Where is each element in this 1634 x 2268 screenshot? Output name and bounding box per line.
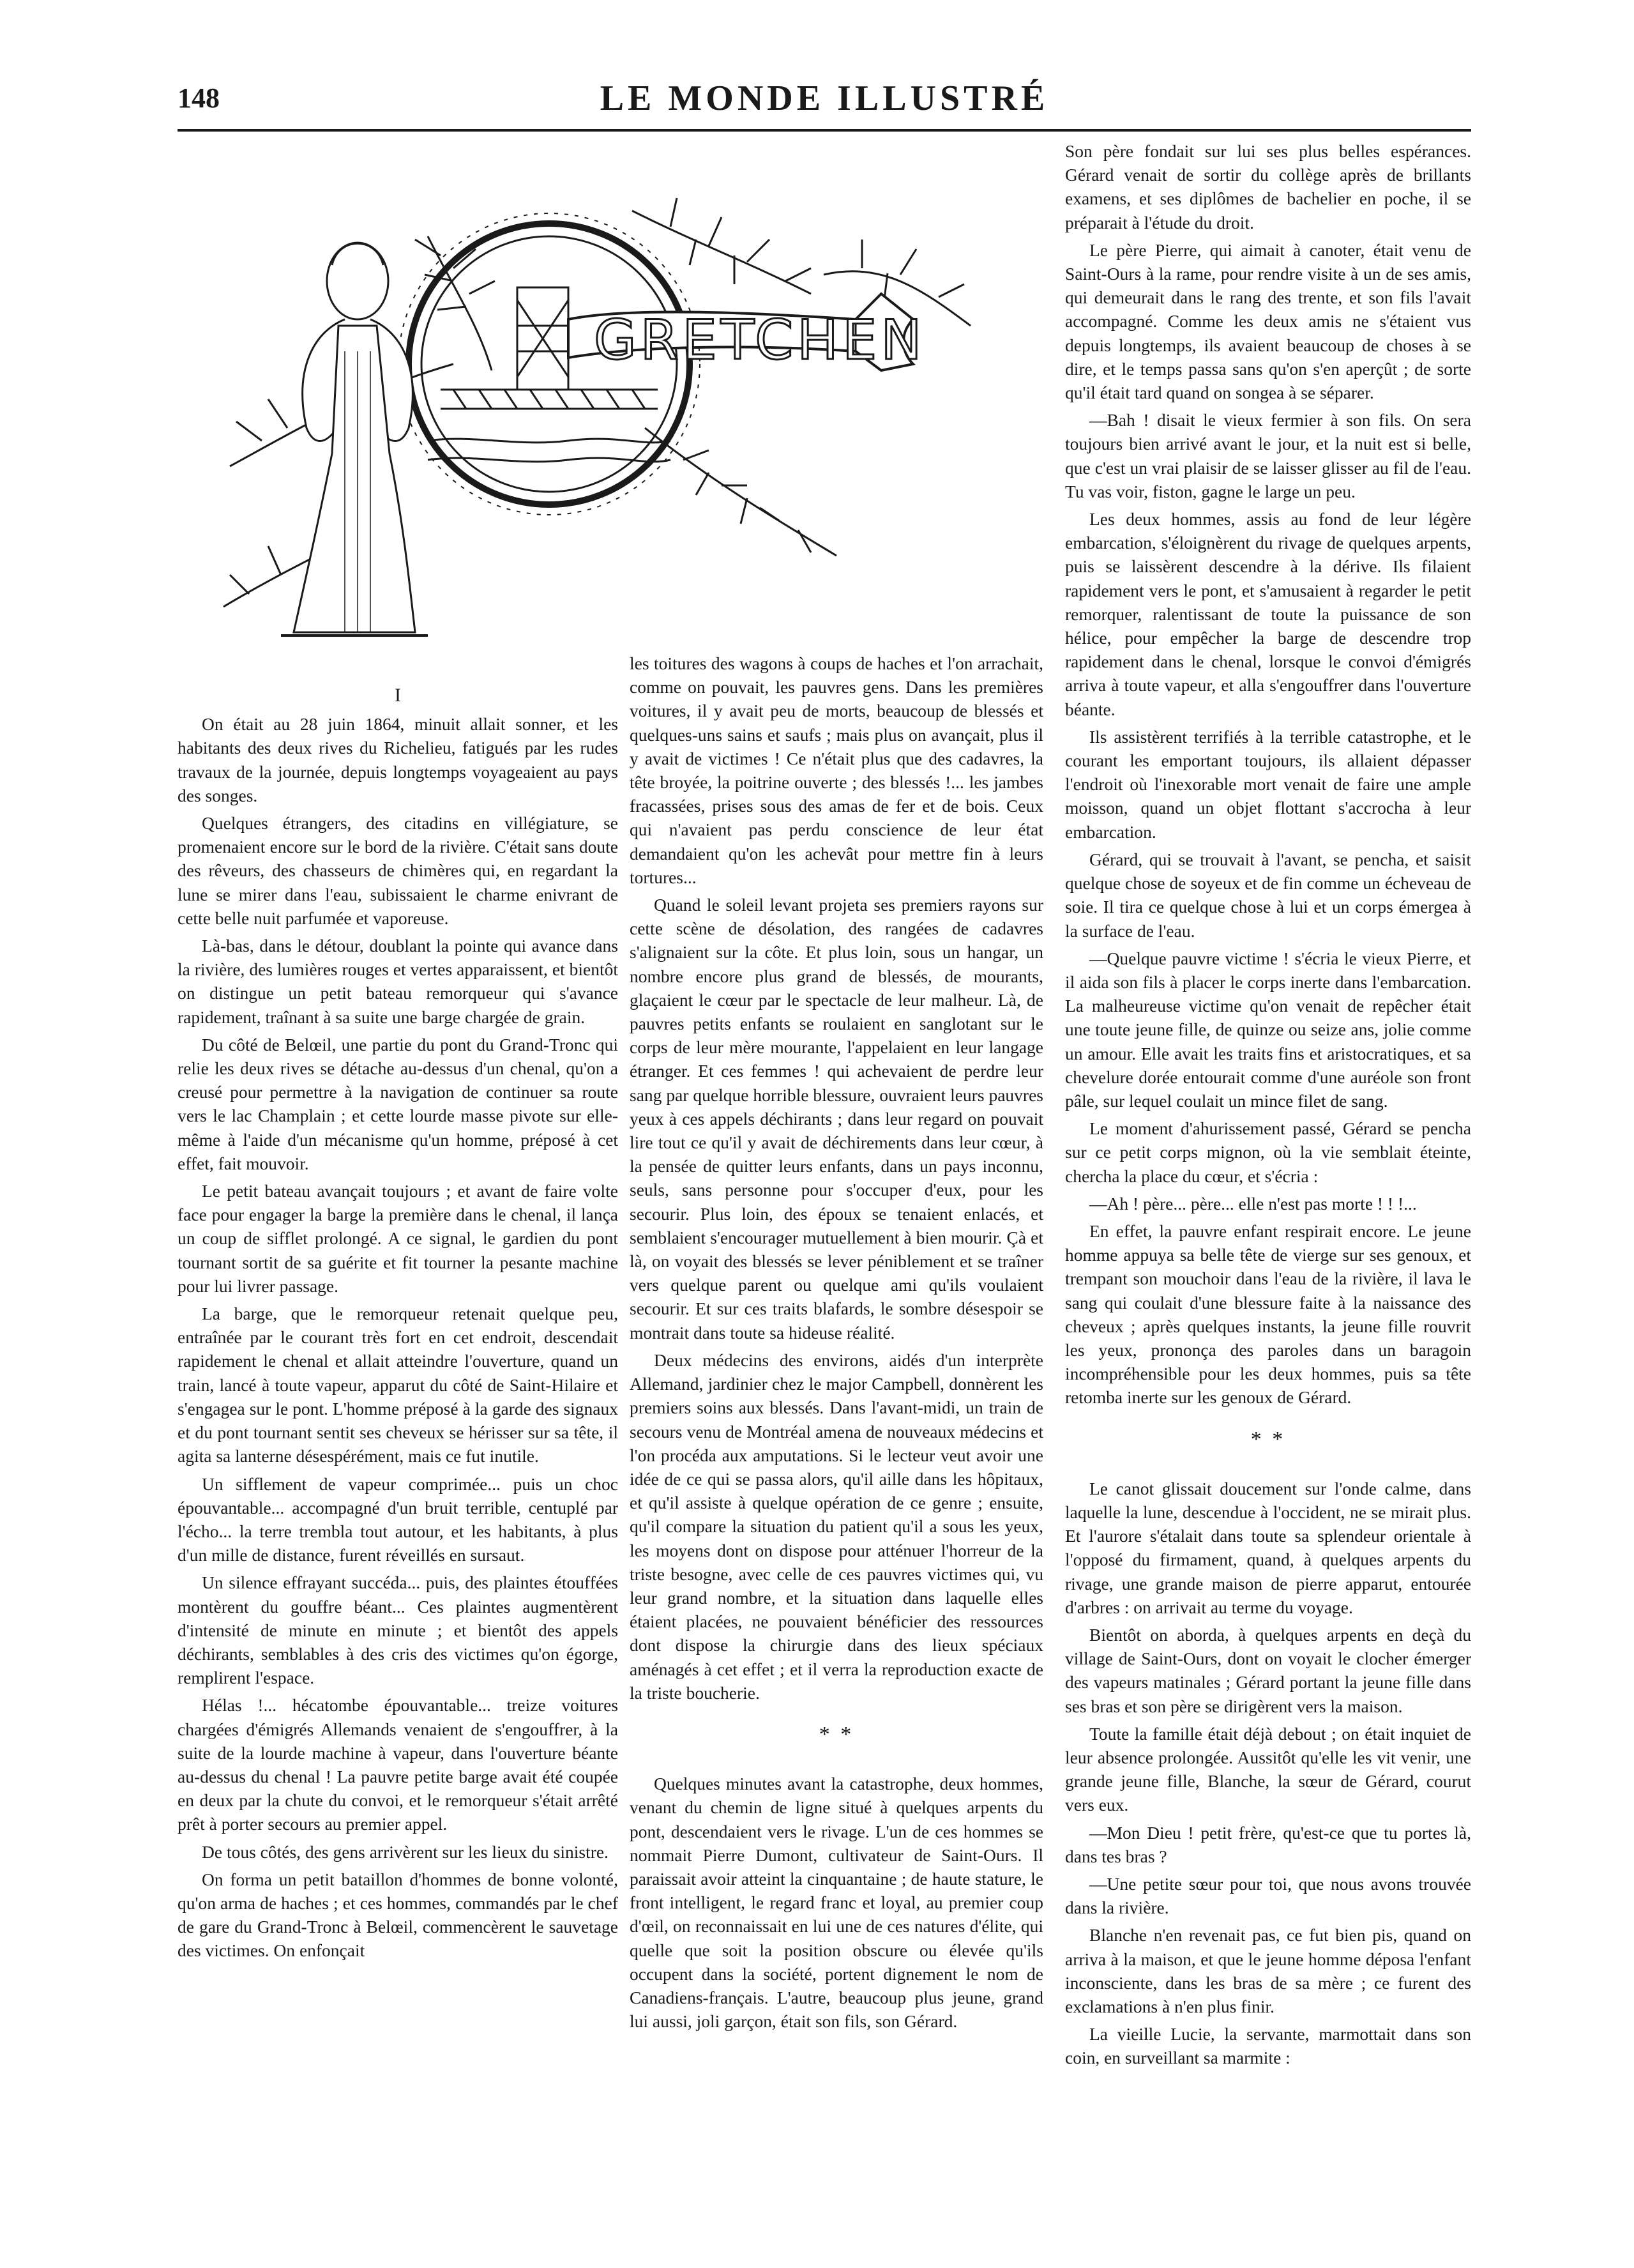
paragraph: Un silence effrayant succéda... puis, des plaintes étouffées montèrent du gouffre béant... Ces plaintes augmentèrent d'intensité de minute en minute ; et bientôt des appels déchirants, semblables à des cris des victimes qu'on égorge, remplirent l'espace. [178, 1572, 618, 1688]
paragraph: En effet, la pauvre enfant respirait encore. Le jeune homme appuya sa belle tête de vierge sur ses genoux, et trempant son mouchoir dans l'eau de la rivière, il lava le sang qui coulait d'une blessure faite à la naissance des cheveux ; après quelques instants, la jeune fille rouvrit les yeux, prononça des paroles dans un baragoin incompréhensible pour les deux hommes, puis sa tête retomba inerte sur les genoux de Gérard. [1065, 1221, 1471, 1408]
branch-lower-right [645, 428, 836, 556]
paragraph: Son père fondait sur lui ses plus belles espérances. Gérard venait de sortir du collège après de brillants examens, et ses diplômes de bachelier en poche, il se préparait à l'étude du droit. [1065, 141, 1471, 232]
paragraph: Là-bas, dans le détour, doublant la pointe qui avance dans la rivière, des lumières rouges et vertes apparaissent, et bientôt on distingue un petit bateau remorqueur qui s'avance rapidement, traînant à sa suite une barge chargée de grain. [178, 936, 618, 1027]
section-separator: * * [1250, 1427, 1286, 1451]
paragraph: Les deux hommes, assis au fond de leur légère embarcation, s'éloignèrent du rivage de quelques arpents, puis se laissèrent descendre à la dérive. Ils filaient rapidement vers le pont, et s'amusaient à regarder le petit remorquer, ralentissant de toute la puissance de son hélice, pour empêcher la barge de descendre trop rapidement dans le chenal, lorsque le convoi d'émigrés arriva à toute vapeur, et alla s'engouffrer dans l'ouverture béante. [1065, 509, 1471, 719]
paragraph: —Ah ! père... père... elle n'est pas morte ! ! !... [1089, 1193, 1417, 1214]
paragraph: —Quelque pauvre victime ! s'écria le vieux Pierre, et il aida son fils à placer le corps inerte dans l'embarcation. La malheureuse victime qu'on venait de repêcher était une toute jeune fille, de quinze ou seize ans, jolie comme un amour. Elle avait les traits fins et aristocratiques, et sa chevelure dorée entourait comme d'une auréole son front pâle, sur lequel coulait un mince filet de sang. [1065, 948, 1471, 1111]
paragraph: Bientôt on aborda, à quelques arpents en deçà du village de Saint-Ours, dont on voyait le clocher émerger des vapeurs matinales ; Gérard portant la jeune fille dans ses bras et son père se dirigèrent vers la maison. [1065, 1624, 1471, 1716]
paragraph: La barge, que le remorqueur retenait quelque peu, entraînée par le courant très fort en cet endroit, descendait rapidement le chenal et allait atteindre l'ouverture, quand un train, lancé à toute vapeur, apparut du côté de Saint-Hilaire et s'engagea sur le pont. L'homme préposé à la garde des signaux et du pont tournant sentit ses cheveux se hérisser sur sa tête, il agita sa lanterne désespérément, mais ce fut inutile. [178, 1304, 618, 1466]
paragraph: Gérard, qui se trouvait à l'avant, se pencha, et saisit quelque chose de soyeux et de fin comme un écheveau de soie. Il tira ce quelque chose à lui et un corps émergea à la surface de l'eau. [1065, 849, 1471, 941]
bridge-tower [517, 287, 568, 390]
paragraph: Toute la famille était déjà debout ; on était inquiet de leur absence prolongée. Aussitôt qu'elle les vit venir, une grande jeune fille, Blanche, la sœur de Gérard, courut vers eux. [1065, 1723, 1471, 1815]
paragraph: Le petit bateau avançait toujours ; et avant de faire volte face pour engager la barge la première dans le chenal, il lança un coup de sifflet prolongé. A ce signal, le gardien du pont tournant sortit de sa guérite et fit tourner la pesante machine pour lui livrer passage. [178, 1181, 618, 1296]
paragraph: Blanche n'en revenait pas, ce fut bien pis, quand on arriva à la maison, et que le jeune homme déposa l'enfant inconsciente, dans les bras de sa mère ; ce furent des exclamations à n'en plus finir. [1065, 1925, 1471, 2017]
title-illustration [185, 160, 1073, 645]
paragraph: Quand le soleil levant projeta ses premiers rayons sur cette scène de désolation, des rangées de cadavres s'alignaient sur la côte. Et plus loin, sous un hangar, un nombre encore plus grand de blessés, de mourants, glaçaient le cœur par le spectacle de leur malheur. Là, de pauvres petits enfants se roulaient en sanglotant sur le corps de leur mère mourante, l'appelaient en leur langage étranger. Et ces femmes ! qui achevaient de perdre leur sang par quelque horrible blessure, ouvraient leurs pauvres yeux à ces appels déchirants ; dans leur regard on pouvait lire tout ce qu'il y avait de déchirements dans leur cœur, à la pensée de quitter leurs enfants, dans un pays inconnu, seuls, sans personne pour s'occuper d'eux, pour les secourir. Plus loin, des époux se tenaient enlacés, et semblaient s'encourager mutuellement à bien mourir. Çà et là, on voyait des blessés se lever péniblement et se traîner vers quelque parent ou quelque ami qu'ils voulaient secourir. Et sur ces traits blafards, le sombre désespoir se montrait dans toute sa hideuse réalité. [630, 895, 1043, 1343]
paragraph: Ils assistèrent terrifiés à la terrible catastrophe, et le courant les emportant toujours, ils allaient dépasser l'endroit où l'inexorable mort venait de faire une ample moisson, quand un objet flottant s'accrocha à leur embarcation. [1065, 726, 1471, 842]
paragraph: Le père Pierre, qui aimait à canoter, était venu de Saint-Ours à la rame, pour rendre visite à un de ses amis, qui demeurait dans le rang des trente, et son fils l'avait accompagné. Comme les deux amis ne s'étaient vus depuis longtemps, ils avaient beaucoup de choses à se dire, et le temps passa sans qu'on s'en aperçût ; de sorte qu'il était tard quand on songea à se séparer. [1065, 240, 1471, 403]
paragraph: —Mon Dieu ! petit frère, qu'est-ce que tu portes là, dans tes bras ? [1065, 1822, 1471, 1866]
page-header [178, 75, 1471, 126]
section-separator: * * [819, 1722, 854, 1746]
paragraph: Le moment d'ahurissement passé, Gérard se pencha sur ce petit corps mignon, où la vie semblait éteinte, chercha la place du cœur, et s'écria : [1065, 1118, 1471, 1186]
header-rule [178, 129, 1471, 132]
paragraph: Quelques étrangers, des citadins en villégiature, se promenaient encore sur le bord de la rivière. C'était sans doute des rêveurs, des chasseurs de chimères qui, en regardant la lune se mirer dans l'eau, subissaient le charme enivrant de cette belle nuit parfumée et vaporeuse. [178, 813, 618, 928]
article-column-2 [630, 651, 1043, 2037]
article-column-1 [178, 683, 618, 1967]
page-number: 148 [178, 82, 220, 114]
paragraph: Du côté de Belœil, une partie du pont du Grand-Tronc qui relie les deux rives se détache au-dessus d'un chenal, qu'on a creusé pour permettre à la navigation de continuer sa route vers le lac Champlain ; et cette lourde masse pivote sur elle-même à l'aide d'un mécanisme qu'un homme, préposé à cet effet, fait mouvoir. [178, 1034, 618, 1173]
paragraph: —Une petite sœur pour toi, que nous avons trouvée dans la rivière. [1065, 1874, 1471, 1918]
paragraph: Un sifflement de vapeur comprimée... puis un choc épouvantable... accompagné d'un bruit terrible, centuplé par l'écho... la terre trembla tout autour, et les habitants, à plus d'un mille de distance, furent réveillés en sursaut. [178, 1473, 618, 1565]
paragraph: On forma un petit bataillon d'hommes de bonne volonté, qu'on arma de haches ; et ces hommes, commandés par le chef de gare du Grand-Tronc à Belœil, commencèrent le sauvetage des victimes. On enfonçait [178, 1869, 618, 1961]
bridge-truss [441, 390, 658, 409]
paragraph: Quelques minutes avant la catastrophe, deux hommes, venant du chemin de ligne situé à quelques arpents du pont, descendaient vers le rivage. L'un de ces hommes se nommait Pierre Dumont, cultivateur de Saint-Ours. Il paraissait avoir atteint la cinquantaine ; de haute stature, le front intelligent, le regard franc et loyal, au premier coup d'œil, on reconnaissait en lui une de ces natures d'élite, qui quelle que soit la position obscure ou élevée qu'ils occupent dans la société, portent dignement le nom de Canadiens-français. L'autre, beaucoup plus jeune, grand lui aussi, joli garçon, était son fils, son Gérard. [630, 1774, 1043, 2032]
paragraph: Hélas !... hécatombe épouvantable... treize voitures chargées d'émigrés Allemands venaient de s'engouffrer, à la suite de la lourde machine à vapeur, dans l'ouverture béante au-dessus du chenal ! La pauvre petite barge avait été coupée en deux par la chute du convoi, et le remorqueur s'était arrêté prêt à porter secours au premier appel. [178, 1695, 618, 1834]
chapter-number: I [395, 685, 401, 706]
paragraph: —Bah ! disait le vieux fermier à son fils. On sera toujours bien arrivé avant le jour, et la nuit est si belle, que c'est un vrai plaisir de se laisser glisser au fil de l'eau. Tu vas voir, fiston, gagne le large un peu. [1065, 410, 1471, 501]
illustration-drawing [185, 160, 1073, 645]
banner-title: GRETCHEN [594, 308, 926, 372]
paragraph: La vieille Lucie, la servante, marmottait dans son coin, en surveillant sa marmite : [1065, 2024, 1471, 2068]
paragraph: Deux médecins des environs, aidés d'un interprète Allemand, jardinier chez le major Campbell, donnèrent les premiers soins aux blessés. Dans l'avant-midi, un train de secours venu de Montréal amena de nouveaux médecins et l'on procéda aux amputations. Si le lecteur veut avoir une idée de ce qui se passa alors, qu'il aille dans les hôpitaux, et qu'il assiste à quelque opération de ce genre ; ensuite, qu'il compare la situation du patient qu'il a sous les yeux, les moyens dont on dispose pour atténuer l'horreur de la triste besogne, avec celle de ces pauvres victimes qui, vu leur grand nombre, et la situation dans laquelle elles étaient placées, ne pouvaient bénéficier des ressources dont dispose la chirurgie dans des lieux spéciaux aménagés à cet effet ; et il verra la reproduction exacte de la triste boucherie. [630, 1350, 1043, 1703]
paragraph: De tous côtés, des gens arrivèrent sur les lieux du sinistre. [202, 1841, 609, 1862]
journal-title: LE MONDE ILLUSTRÉ [600, 79, 1049, 118]
paragraph: On était au 28 juin 1864, minuit allait sonner, et les habitants des deux rives du Richelieu, fatigués par les rudes travaux de la journée, depuis longtemps voyageaient au pays des songes. [178, 714, 618, 805]
paragraph: Le canot glissait doucement sur l'onde calme, dans laquelle la lune, descendue à l'occident, ne se mirait plus. Et l'aurore s'étalait dans toute sa splendeur orientale à l'opposé du firmament, quand, à quelques arpents du rivage, une grande maison de pierre apparut, entourée d'arbres : on arrivait au terme du voyage. [1065, 1478, 1471, 1617]
paragraph: les toitures des wagons à coups de haches et l'on arrachait, comme on pouvait, les pauvres gens. Dans les premières voitures, il y avait peu de morts, beaucoup de blessés et quelques-uns sains et saufs ; mais plus on avançait, plus il y avait de victimes ! Ce n'était plus que des cadavres, la tête broyée, la poitrine ouverte ; des blessés !... les jambes fracassées, prises sous des amas de fer et de bois. Ceux qui n'avaient pas perdu conscience de leur état demandaient qu'on les achevât pour mettre fin à leurs tortures... [630, 653, 1043, 887]
article-column-3 [1065, 139, 1471, 2074]
